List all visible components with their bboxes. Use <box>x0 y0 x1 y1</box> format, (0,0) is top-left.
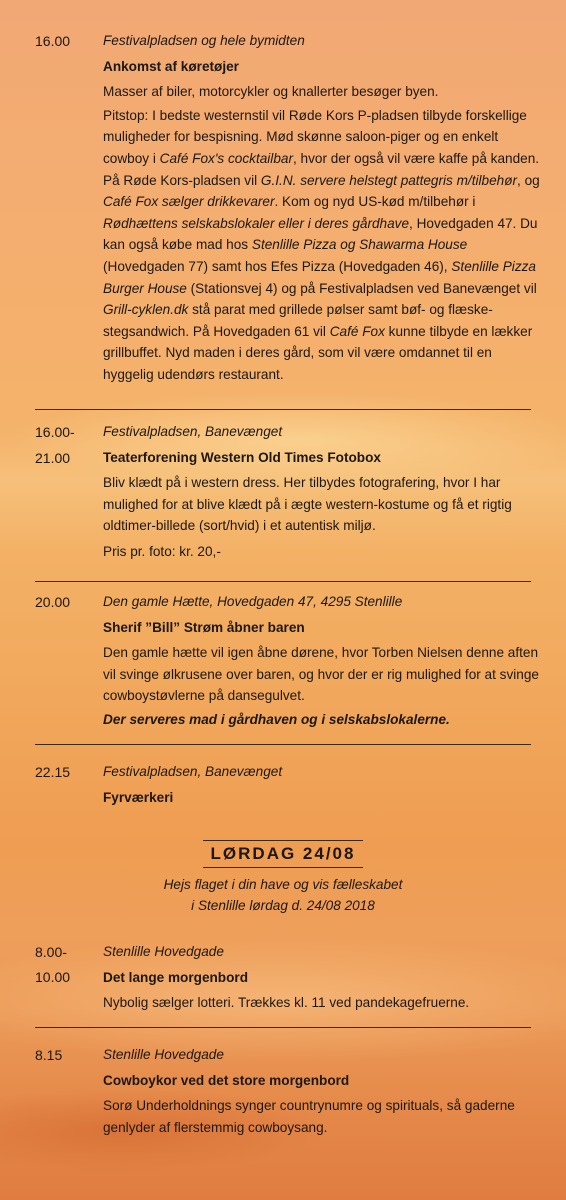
day-heading-text: LØRDAG 24/08 <box>203 840 364 868</box>
description-text: kunne tilbyde en lækker grillbuffet. Nyd maden i deres gård, som vil være omdannet til en hyggelig udendørs restaurant. <box>103 323 533 382</box>
event-intro: Bliv klædt på i western dress. Her tilbydes fotografering, hvor I har mulighed for at blive klædt på i ægte western-kostume og få et rigtig oldtimer-billede (sort/hvid) i et autentisk miljø. <box>103 475 512 534</box>
event-title: Ankomst af køretøjer <box>103 58 239 74</box>
event-block <box>103 591 543 731</box>
venue-name: Café Fox <box>329 323 385 339</box>
event-location: Festivalpladsen, Banevænget <box>103 764 283 779</box>
day-motto <box>0 874 566 916</box>
venue-name: Rødhættens selskabslokaler eller i deres gårdhave <box>103 215 410 231</box>
event-price: Pris pr. foto: kr. 20,- <box>103 543 221 559</box>
event-time: 16.00- <box>35 424 75 440</box>
event-intro: Nybolig sælger lotteri. Trækkes kl. 11 ved pandekagefruerne. <box>103 995 470 1011</box>
description-text: (Stationsvej 4) og på Festivalpladsen ved Banevænget vil <box>186 280 537 296</box>
event-title: Sherif ”Bill” Strøm åbner baren <box>103 619 305 635</box>
event-time: 8.15 <box>35 1047 63 1063</box>
event-description <box>103 105 543 386</box>
description-text: , og <box>517 172 540 188</box>
day-heading <box>0 840 566 868</box>
event-note: Der serveres mad i gårdhaven og i selskabslokalerne. <box>103 711 450 727</box>
event-block <box>103 421 543 563</box>
description-text: , hvor der også vil være kaffe på kanden. På Røde Kors-pladsen vil <box>103 150 540 188</box>
event-location: Den gamle Hætte, Hovedgaden 47, 4295 Stenlille <box>103 594 403 609</box>
day-motto-line: i Stenlille lørdag d. 24/08 2018 <box>191 898 375 913</box>
venue-name: Stenlille Pizza Burger House <box>103 258 536 296</box>
description-text: , Hovedgaden 47. Du kan også købe mad hos <box>103 215 538 253</box>
venue-name: Café Fox sælger drikkevarer <box>103 194 275 210</box>
venue-name: G.I.N. servere helstegt pattegris m/tilbehør <box>260 172 518 188</box>
event-block <box>103 1044 543 1138</box>
venue-name: Stenlille Pizza og Shawarma House <box>251 237 468 253</box>
day-motto-line: Hejs flaget i din have og vis fælleskabet <box>163 877 403 892</box>
event-time: 8.00- <box>35 944 67 960</box>
event-block <box>103 941 543 1014</box>
section-divider <box>35 409 531 410</box>
event-time: 20.00 <box>35 594 71 610</box>
event-intro: Sorø Underholdnings synger countrynumre og spirituals, så gaderne genlyder af flerstemmig cowboysang. <box>103 1098 515 1135</box>
venue-name: Café Fox's cocktailbar <box>159 150 293 166</box>
description-text: . Kom og nyd US-kød m/tilbehør i <box>274 194 476 210</box>
event-location: Festivalpladsen og hele bymidten <box>103 33 305 48</box>
event-title: Fyrværkeri <box>103 789 174 805</box>
description-text: stå parat med grillede pølser samt bøf- og flæske-stegsandwich. På Hovedgaden 61 vil <box>103 302 493 339</box>
event-title: Det lange morgenbord <box>103 969 249 985</box>
event-location: Stenlille Hovedgade <box>103 1047 224 1062</box>
event-time: 22.15 <box>35 764 71 780</box>
event-block <box>103 30 543 386</box>
event-time-end: 10.00 <box>35 969 71 985</box>
event-location: Festivalpladsen, Banevænget <box>103 424 283 439</box>
event-time: 16.00 <box>35 33 71 49</box>
event-intro: Masser af biler, motorcykler og knallerter besøger byen. <box>103 84 439 100</box>
event-title: Teaterforening Western Old Times Fotobox <box>103 449 381 465</box>
event-location: Stenlille Hovedgade <box>103 944 224 959</box>
event-time-end: 21.00 <box>35 450 71 466</box>
venue-name: Grill-cyklen.dk <box>103 302 189 318</box>
section-divider <box>35 581 531 582</box>
description-text: Pitstop: I bedste westernstil vil Røde Kors P-pladsen tilbyde forskellige muligheder for bespisning. Mød skønne saloon-piger og en enkelt cowboy i <box>103 107 527 166</box>
event-block <box>103 761 543 808</box>
event-title: Cowboykor ved det store morgenbord <box>103 1072 350 1088</box>
description-text: (Hovedgaden 77) samt hos Efes Pizza (Hovedgaden 46), <box>103 258 452 274</box>
section-divider <box>35 1027 531 1028</box>
event-intro: Den gamle hætte vil igen åbne dørene, hvor Torben Nielsen denne aften vil svinge ølkrusene over baren, og hvor der er rig mulighed for at svinge cowboystøvlerne på dansegulvet. <box>103 645 539 704</box>
section-divider <box>35 744 531 745</box>
